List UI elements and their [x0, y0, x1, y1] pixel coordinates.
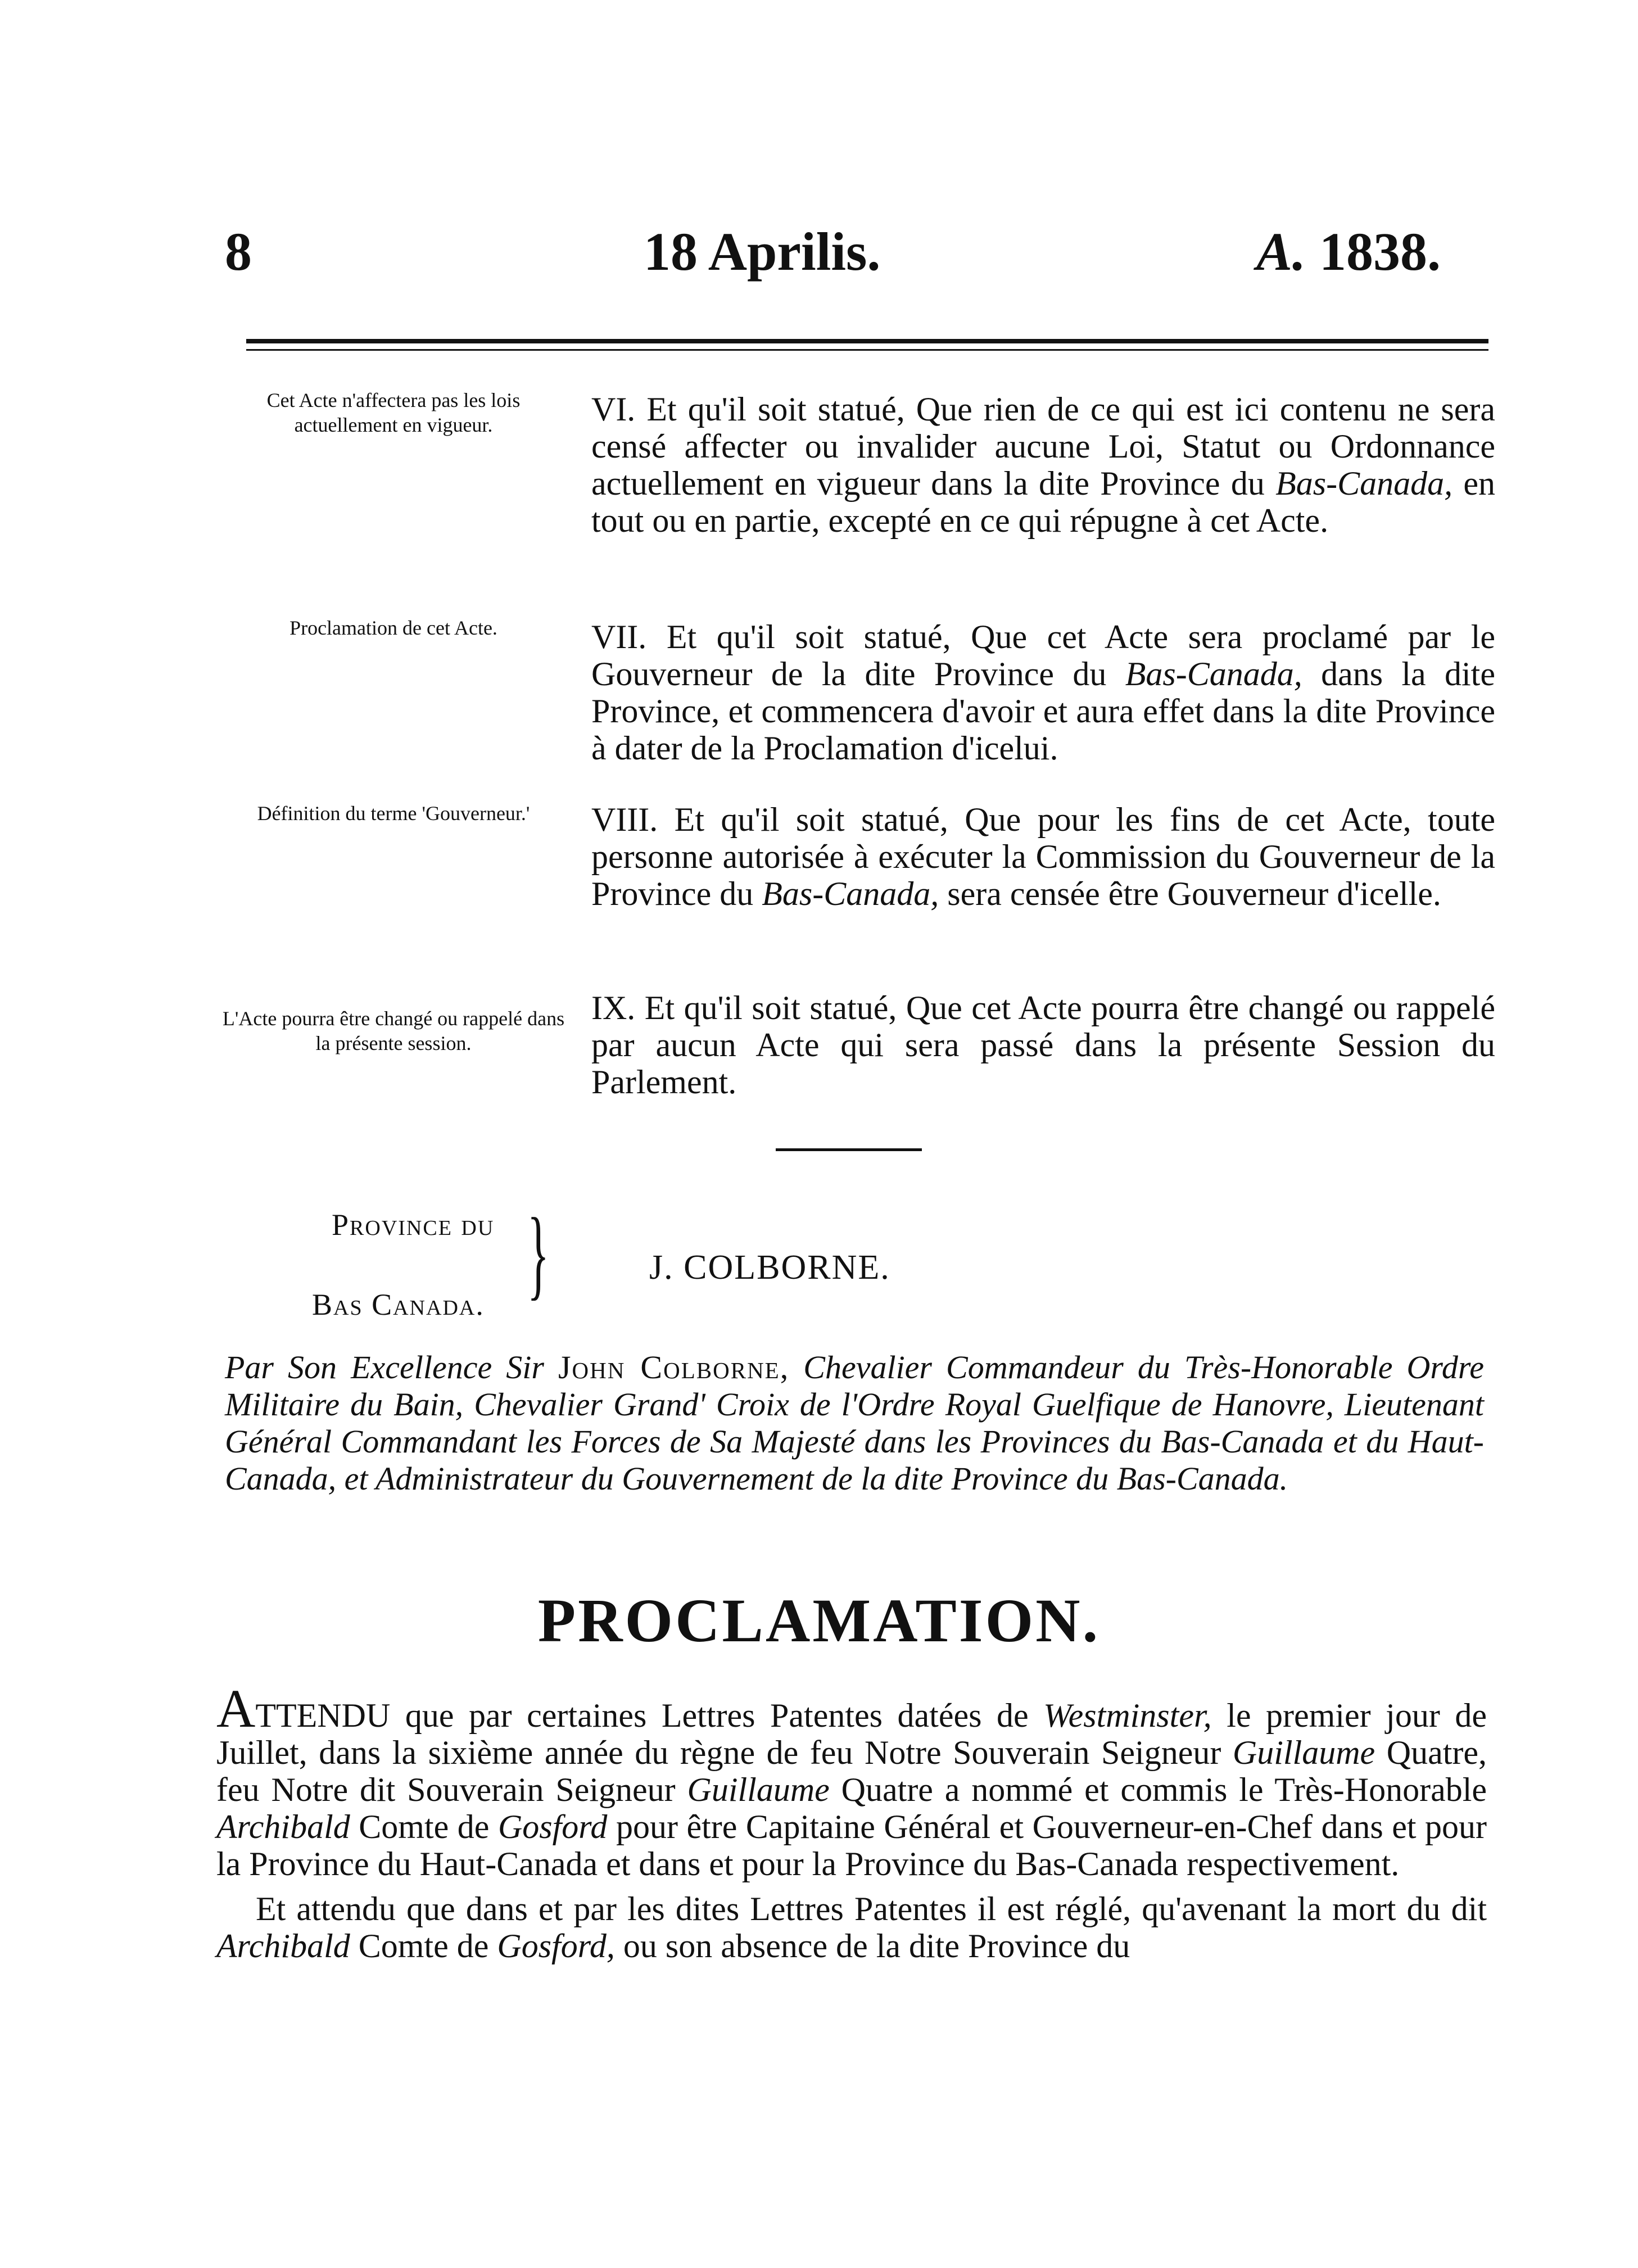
section-text: Et qu'il soit statué, Que pour les fins de cet Acte, toute personne autorisée à exécuter la Commission du Gouverneur de la Province du — [591, 801, 1496, 912]
section-number: VII. — [591, 618, 647, 655]
section-text: Et qu'il soit statué, Que cet Acte sera proclamé par le Gouverneur de la dite Province du — [591, 618, 1496, 692]
proclamation-title: PROCLAMATION. — [537, 1586, 1101, 1655]
section-vii — [591, 618, 1495, 767]
proclamation-paragraph-1 — [216, 1678, 1487, 1882]
p1-archibald: Archibald — [216, 1808, 350, 1845]
running-head-date: 18 Aprilis. — [644, 221, 881, 282]
section-text: Et qu'il soit statué, Que cet Acte pourra être changé ou rappelé par aucun Acte qui sera passé dans la présente Session du Parlement. — [591, 989, 1495, 1101]
section-italic: Bas-Canada, — [1125, 655, 1302, 692]
p1-gosford: Gosford — [497, 1808, 608, 1845]
p1-text-c: Quatre, feu Notre dit Souverain Seigneur — [216, 1734, 1487, 1808]
excellency-text-1: Son Excellence Sir — [274, 1349, 558, 1386]
section-italic: Bas-Canada, — [1275, 465, 1453, 502]
separator-line — [776, 1148, 922, 1151]
year-value: 1838. — [1319, 221, 1441, 282]
header-rule-thick — [246, 339, 1488, 343]
header-rule-thin — [246, 349, 1488, 351]
excellency-name: John Colborne, — [558, 1349, 790, 1386]
section-text-end: sera censée être Gouverneur d'icelle. — [939, 875, 1441, 912]
province-line-2: Bas Canada. — [312, 1288, 485, 1321]
section-ix — [591, 989, 1495, 1101]
province-line-1: Province du — [332, 1208, 495, 1242]
marginal-note-viii: Définition du terme 'Gouverneur.' — [257, 802, 530, 825]
section-text-end: dans la dite Province, et commencera d'avoir et aura effet dans la dite Province à dater de la Proclamation d'icelui. — [591, 655, 1495, 767]
p2-text-a: Et attendu que dans et par les dites Lettres Patentes il est réglé, qu'avenant la mort du dit — [256, 1890, 1487, 1927]
p1-text-d: Quatre a nommé et commis le Très-Honorable — [829, 1771, 1487, 1808]
p2-gosford: Gosford, — [497, 1927, 615, 1964]
p1-westminster: Westminster, — [1043, 1697, 1212, 1734]
excellency-paragraph — [225, 1349, 1484, 1497]
year-prefix: A. — [1256, 221, 1306, 282]
section-vi — [591, 391, 1495, 539]
section-viii — [591, 801, 1495, 912]
p1-text-f: pour être Capitaine Général et Gouverneur-en-Chef dans et pour la Province du Haut-Canada et dans et pour la Province du Bas-Canada respectivement. — [216, 1808, 1487, 1882]
marginal-note-vi: Cet Acte n'affectera pas les lois actuellement en vigueur. — [266, 389, 521, 436]
p1-guillaume-1: Guillaume — [1232, 1734, 1375, 1771]
signatory-name: J. COLBORNE. — [649, 1248, 890, 1287]
page-number: 8 — [225, 221, 252, 282]
excellency-text-2: Chevalier Commandeur du Très-Honorable Ordre Militaire du Bain, Chevalier Grand' Croix de l'Ordre Royal Guelfique de Hanovre, Lieutenant Général Commandant les Forces de Sa Majesté dans les Provinces du Bas-Canada et du Haut-Canada, et Administrateur du Gouvernement de la dite Province du Bas-Canada. — [225, 1349, 1484, 1497]
section-text-end: en tout ou en partie, excepté en ce qui répugne à cet Acte. — [591, 465, 1495, 539]
section-number: VI. — [591, 391, 636, 428]
proclamation-body — [216, 1678, 1487, 1972]
p1-text-b: le premier jour de Juillet, dans la sixième année du règne de feu Notre Souverain Seigneur — [216, 1697, 1487, 1771]
p2-archibald: Archibald — [216, 1927, 350, 1964]
p2-text-c: ou son absence de la dite Province du — [614, 1927, 1130, 1964]
marginal-note-vii: Proclamation de cet Acte. — [289, 617, 497, 639]
p2-text-b: Comte de — [350, 1927, 497, 1964]
brace-glyph: } — [527, 1197, 549, 1309]
section-number: IX. — [591, 989, 636, 1026]
p1-guillaume-2: Guillaume — [687, 1771, 830, 1808]
section-text: Et qu'il soit statué, Que rien de ce qui est ici contenu ne sera censé affecter ou invalider aucune Loi, Statut ou Ordonnance actuellement en vigueur dans la dite Province du — [591, 391, 1495, 502]
proclamation-paragraph-2 — [216, 1890, 1487, 1964]
running-head-year — [1256, 221, 1441, 282]
section-italic: Bas-Canada, — [762, 875, 939, 912]
p1-text-e: Comte de — [350, 1808, 498, 1845]
section-number: VIII. — [591, 801, 658, 838]
excellency-par: Par — [225, 1349, 274, 1386]
p1-text-a: TTENDU que par certaines Lettres Patentes datées de — [255, 1697, 1044, 1734]
drop-cap: A — [216, 1678, 256, 1739]
marginal-note-ix: L'Acte pourra être changé ou rappelé dans la présente session. — [222, 1007, 565, 1054]
